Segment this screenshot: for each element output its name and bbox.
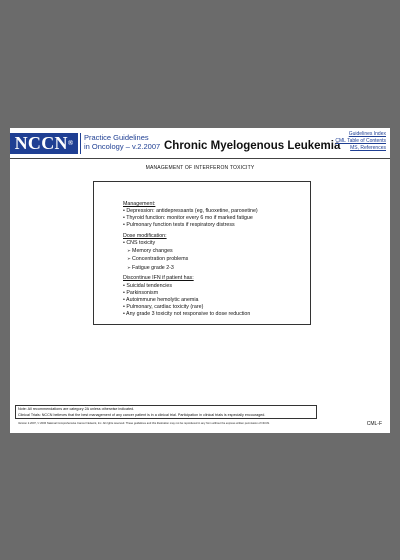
list-item: • Depression: antidepressants (eg, fluoxetine, paroxetine) [123, 208, 311, 215]
guidelines-line-2: in Oncology – v.2.2007 [84, 142, 161, 151]
dose-modification-heading: Dose modification: [123, 233, 167, 240]
list-item: • Parkinsonism [123, 290, 311, 297]
guidelines-index-link[interactable]: Guidelines Index [348, 131, 386, 137]
list-item: • CNS toxicity [123, 240, 311, 247]
nccn-logo[interactable] [10, 133, 78, 154]
list-item: • Suicidal tendencies [123, 283, 311, 290]
list-item: • Any grade 3 toxicity not responsive to dose reduction [123, 311, 311, 318]
guideline-page [10, 128, 390, 433]
toxicity-content [123, 201, 311, 318]
note-line-1: Note: All recommendations are category 2A unless otherwise indicated. [18, 407, 135, 411]
logo-text: NCCN [14, 133, 68, 153]
page-title: Chronic Myelogenous Leukemia [164, 140, 341, 152]
ms-references-link[interactable]: MS, References [350, 145, 386, 151]
list-item: • Pulmonary function tests if respiratory distress [123, 222, 311, 229]
toc-link[interactable]: CML Table of Contents [335, 138, 386, 144]
registered-mark: ® [67, 139, 74, 147]
header-divider [10, 158, 390, 159]
sub-list-item: ➢ Fatigue grade 2-3 [123, 264, 311, 272]
list-item: • Autoimmune hemolytic anemia [123, 297, 311, 304]
practice-guidelines-label [80, 133, 160, 154]
sub-list-item: ➢ Memory changes [123, 247, 311, 255]
page-header [10, 128, 390, 159]
list-item: • Thyroid function: monitor every 6 mo if marked fatigue [123, 215, 311, 222]
copyright-footer: Version 2.2007, © 2006 National Comprehensive Cancer Network, Inc. All rights reserved. These guidelines and this illustration may not be reproduced in any form without the express written permission of NCCN. [18, 422, 270, 425]
list-item: • Pulmonary, cardiac toxicity (rare) [123, 304, 311, 311]
section-title: MANAGEMENT OF INTERFERON TOXICITY [145, 165, 255, 171]
sub-list-item: ➢ Concentration problems [123, 255, 311, 263]
nav-links [335, 131, 386, 152]
discontinue-heading: Discontinue IFN if patient has: [123, 275, 194, 282]
toxicity-box [93, 181, 311, 325]
page-number: CML-F [366, 421, 382, 427]
note-box [15, 405, 317, 419]
management-heading: Management: [123, 201, 156, 207]
note-line-2: Clinical Trials: NCCN believes that the best management of any cancer patient is in a clinical trial. Participation in clinical trials is especially encouraged. [18, 412, 266, 417]
guidelines-line-1: Practice Guidelines [84, 133, 149, 142]
